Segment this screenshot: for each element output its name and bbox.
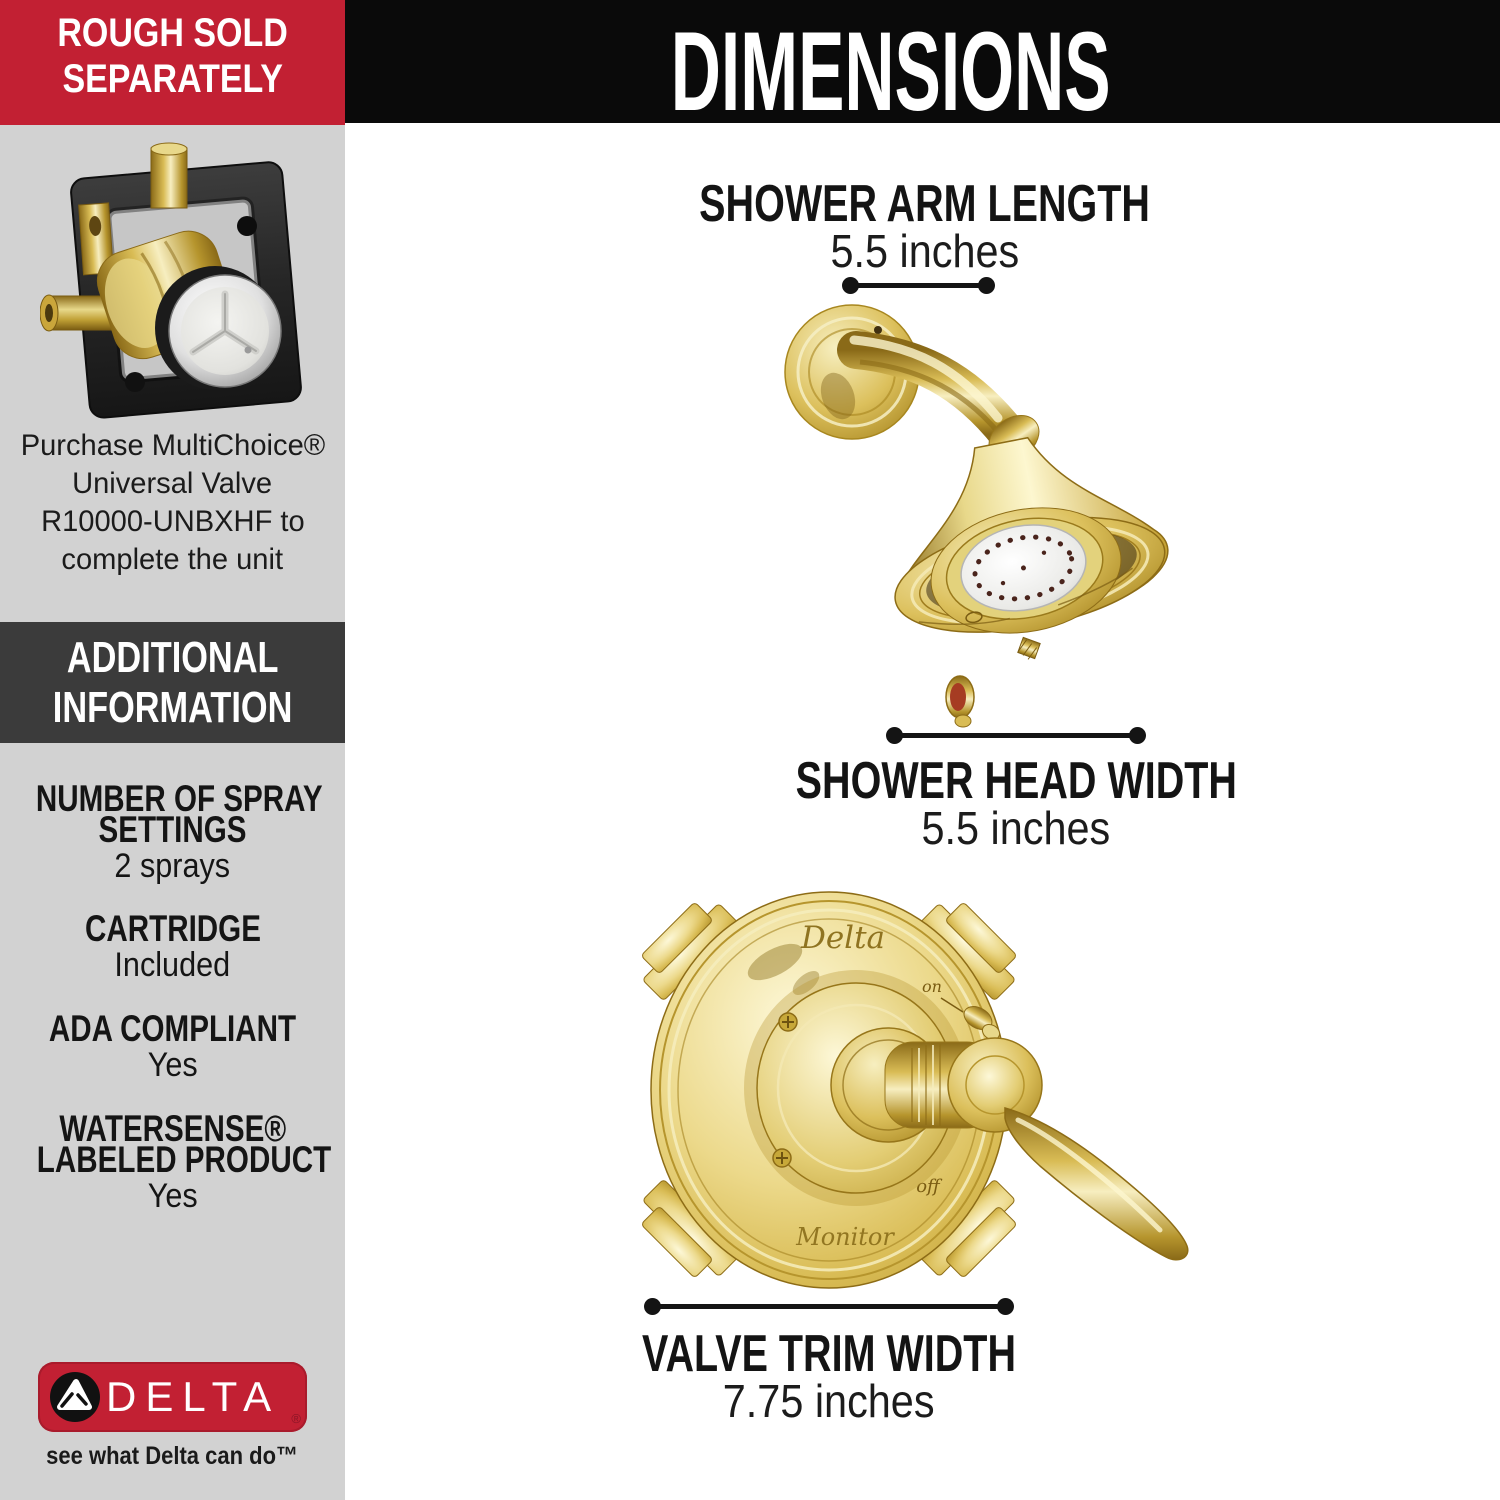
shower-head-photo [745, 300, 1195, 735]
spec-label-line2: LABELED PRODUCT [36, 1139, 332, 1180]
delta-tagline: see what Delta can do™ [46, 1442, 299, 1470]
spec-watersense [0, 1108, 345, 1215]
spec-label: WATERSENSE® [59, 1108, 286, 1149]
additional-information-header [0, 622, 345, 743]
valve-trim-dimension-line [652, 1304, 1006, 1309]
spec-label: ADA COMPLIANT [48, 1008, 297, 1049]
rough-header-line2: SEPARATELY [62, 57, 283, 101]
frame-screw-bottom [125, 372, 145, 392]
shower-head-width-value: 5.5 inches [921, 802, 1111, 854]
shower-head-width-label: SHOWER HEAD WIDTH [795, 752, 1237, 810]
additional-header-line2: INFORMATION [52, 683, 293, 732]
shower-head-dimension-line [894, 733, 1138, 738]
spec-value: Yes [147, 1046, 198, 1084]
additional-header-line1: ADDITIONAL [66, 633, 279, 682]
shower-head-bell [870, 416, 1179, 656]
shower-arm-length-value: 5.5 inches [830, 225, 1020, 277]
valve-trim-width-value: 7.75 inches [723, 1375, 935, 1427]
frame-screw-top [237, 216, 257, 236]
spec-spray-settings [0, 778, 345, 885]
plate-monitor-engraving: Monitor [796, 1223, 894, 1251]
delta-brand-word: DELTA [106, 1373, 281, 1420]
shower-arm-dimension-line [850, 283, 987, 288]
plate-off-engraving: off [916, 1176, 940, 1197]
spec-label: CARTRIDGE [84, 908, 261, 949]
rough-valve-photo [40, 138, 315, 430]
spec-cartridge [0, 908, 345, 984]
purchase-note-line1: Purchase MultiChoice® [20, 429, 325, 462]
purchase-note [0, 427, 345, 579]
rough-sold-separately-header [0, 0, 345, 125]
spec-value: Included [114, 946, 231, 984]
drip-ornament [946, 676, 974, 727]
spec-label: NUMBER OF SPRAY [35, 778, 323, 819]
spec-value: 2 sprays [114, 847, 231, 885]
valve-top-pipe [151, 143, 187, 208]
rough-header-line1: ROUGH SOLD [57, 11, 288, 55]
valve-trim-width-label: VALVE TRIM WIDTH [642, 1325, 1016, 1383]
page-title: DIMENSIONS [671, 9, 1111, 134]
valve-trim-photo [630, 875, 1210, 1300]
purchase-note-line3: R10000-UNBXHF to [40, 505, 305, 538]
shower-arm-length-label: SHOWER ARM LENGTH [699, 175, 1151, 233]
purchase-note-line4: complete the unit [61, 543, 284, 576]
spec-label-line2: SETTINGS [98, 809, 247, 850]
spec-ada-compliant [0, 1008, 345, 1084]
purchase-note-line2: Universal Valve [72, 467, 273, 500]
bell-set-screw [1017, 637, 1040, 660]
plate-brand-engraving: Delta [800, 920, 886, 956]
spec-value: Yes [147, 1177, 198, 1215]
sidebar [0, 0, 345, 1500]
plate-on-engraving: on [922, 977, 942, 996]
delta-logo [38, 1362, 307, 1432]
delta-triangle-icon [50, 1372, 100, 1422]
lever-handle [1005, 1108, 1188, 1260]
registered-mark: ® [291, 1411, 301, 1426]
